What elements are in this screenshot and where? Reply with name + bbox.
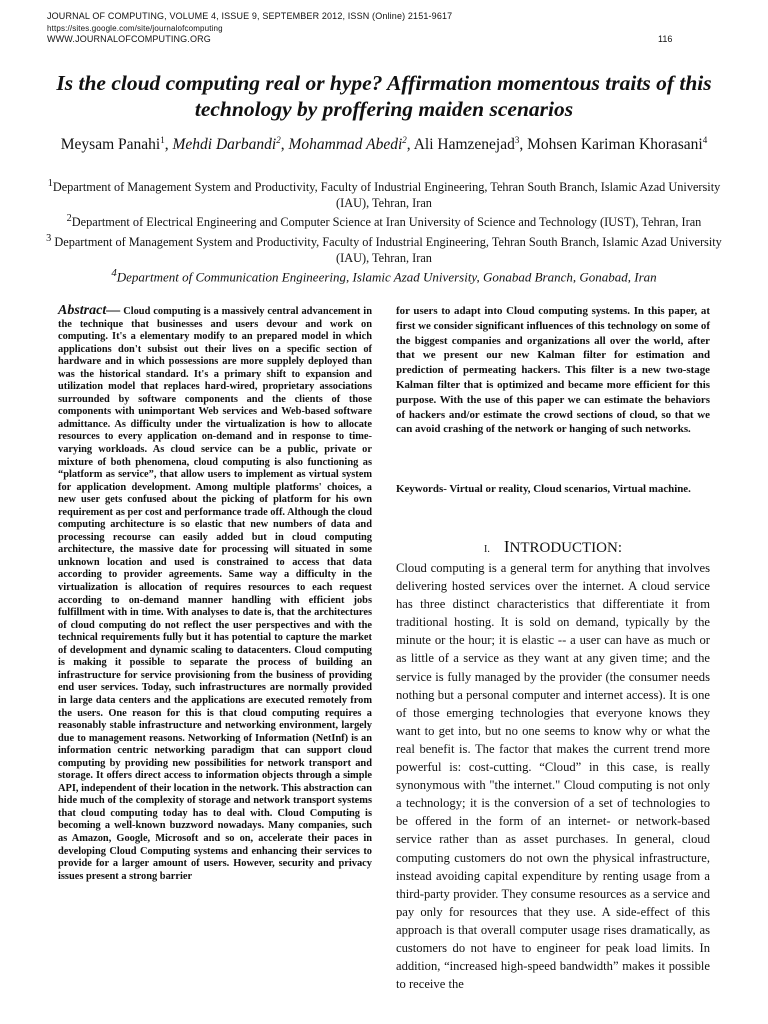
author-sup: 3: [514, 135, 520, 145]
keywords: Keywords- Virtual or reality, Cloud scenarios, Virtual machine.: [396, 483, 691, 495]
affiliations: [40, 176, 728, 285]
author-sup: 1: [160, 135, 165, 145]
affiliation-sup: 2: [66, 213, 72, 225]
author-name: Ali Hamzenejad: [413, 136, 515, 154]
author-sup: 4: [702, 135, 708, 145]
journal-header: [47, 11, 452, 46]
introduction-text: Cloud computing is a general term for anything that involves delivering hosted services over the internet. A cloud service has three distinct characteristics that differentiate it from traditional hosting. It is sold on demand, typically by the minute or the hour; it is elastic -- a user can have as much or as little of a service as they want at any given time; and the service is fully managed by the provider (the consumer needs nothing but a personal computer and internet access). It is one of those emerging technologies that everyone knows they want to get into, but no one seems to know why or what the real benefit is. The factor that makes the current trend more powerful is: cost-cutting. “Cloud” in this case, is really synonymous with "the internet." Cloud computing is not only a technology; it is the conversion of a set of technologies to be offered in the form of an internet- or network-based service rather than as asset purchases. In general, cloud computing customers do not own the physical infrastructure, instead avoiding capital expenditure by renting usage from a third-party provider. They consume resources as a service and pay only for resources that they use. A side-effect of this approach is that overall computer usage rises dramatically, as customers do not have to engineer for peak load limits. In addition, “increased high-speed bandwidth” makes it possible to receive the: [396, 561, 710, 992]
section-number: I.: [483, 544, 490, 555]
journal-www-url[interactable]: WWW.JOURNALOFCOMPUTING.ORG: [47, 34, 211, 44]
affiliation-sup: 4: [111, 267, 117, 280]
section-heading: [396, 537, 710, 557]
affiliation-text: Department of Communication Engineering, Islamic Azad University, Gonabad Branch, Gonabad, Iran: [116, 269, 657, 285]
affiliation-text: Department of Management System and Productivity, Faculty of Industrial Engineering, Tehran South Branch, Islamic Azad University (IAU), Tehran, Iran: [52, 180, 721, 210]
affiliation-text: Department of Electrical Engineering and Computer Science at Iran University of Science and Technology (IUST), Tehran, Iran: [71, 215, 702, 230]
affiliation-sup: 3: [46, 232, 52, 244]
abstract-label: Abstract—: [58, 303, 121, 318]
affiliation: [40, 211, 728, 231]
author-name: Mohammad Abedi: [288, 136, 403, 154]
affiliation: [40, 231, 728, 266]
journal-site-url[interactable]: https://sites.google.com/site/journalofcomputing: [47, 23, 223, 33]
affiliation: [40, 176, 728, 211]
author-name: Mohsen Kariman Khorasani: [527, 136, 703, 154]
author-name: Meysam Panahi: [60, 136, 161, 154]
author-sup: 2: [402, 135, 407, 145]
page-number: 116: [658, 34, 673, 44]
author-list: Meysam Panahi$^1$, Mehdi Darbandi$^2$, Mohammad Abedi$^2$, Ali Hamzenejad$^3$, Mohsen Kariman Khorasani$^4$: [60, 135, 708, 154]
abstract-left-column: [58, 305, 372, 883]
affiliation: [40, 266, 728, 285]
author-name: Mehdi Darbandi: [172, 136, 277, 154]
author-sup: 2: [276, 135, 281, 145]
affiliation-sup: 1: [47, 178, 53, 189]
journal-line: JOURNAL OF COMPUTING, VOLUME 4, ISSUE 9, SEPTEMBER 2012, ISSN (Online) 2151-9617: [47, 11, 453, 21]
abstract-right-column: for users to adapt into Cloud computing systems. In this paper, at first we consider significant influences of this technology on some of the biggest companies and organizations all over the world, after that we present our new Kalman filter for estimation and prediction of permeating hackers. This filter is a new two-stage Kalman filter that is optimized and became more efficient for this purpose. With the use of this paper we can estimate the behaviors of hackers and/or estimate the crowd sections of cloud, so that we can avoid crashing of the network or hanging of such networks.: [396, 305, 710, 436]
paper-title: Is the cloud computing real or hype? Affirmation momentous traits of this technology by proffering maiden scenarios: [56, 71, 712, 121]
section-title-rest: NTRODUCTION:: [509, 540, 622, 556]
abstract-text: Cloud computing is a massively central advancement in the technique that businesses and users devour and work on computing. It's a elementary modify to an prepared model in which applications don't subsist out their lives on a specific section of hardware and in which possessions are more supplely deployed than was the historical standard. It's a primary shift to expansion and utilization model that replaces hard-wired, proprietary associations surrounded by software components and the clients of those components with unimportant Web services and Web-based software admittance. As difficulty under the virtualization is how to allocate resources to every application on-demand and in response to time-varying workloads. As cloud service can be a public, private or mixture of both phenomena, cloud computing is also functioning as “platform as service”, that allow users to implement as virtual system for application development. Among multiple platforms' choices, a new user gets confused about the picking of platform for his own requirement as per cost and performance trade off. Although the cloud computing architecture is so elastic that new numbers of data and processing recourse can easily added but in cloud computing architecture, the massive date for processing will situated in some unknown location and used is constrained to access that data according to provider agreements. Same way a difficulty in the virtualization is allocation of requires resources to each request according to on-demand manner handling with efficient jobs fulfillment with in time. With analyses to date is, that the architectures of cloud computing do not reflect the user perspectives and with the technical requirements fully but it has potential to capture the market of development and dynamic scaling to datacenters. Cloud computing is making it possible to separate the process of building an infrastructure for service provisioning from the business of providing end user services. Today, such infrastructures are normally provided in large data centers and the applications are executed remotely from the users. One reason for this is that cloud computing requires a reasonably stable infrastructure and networking environment, largely due to management reasons. Networking of Information (NetInf) is an information centric networking paradigm that can support cloud computing by providing new possibilities for network transport and storage. It offers direct access to information objects through a simple API, independent of their location in the network. This abstraction can hide much of the complexity of storage and network transport systems that cloud computing today has to deal with. Cloud Computing is becoming a well-known buzzword nowadays. Many companies, such as Amazon, Google, Microsoft and so on, accelerate their paces in developing Cloud Computing systems and enhancing their services to provide for a larger amount of users. However, security and privacy issues present a strong barrier: [58, 306, 372, 882]
affiliation-text: Department of Management System and Productivity, Faculty of Industrial Engineering, Tehran South Branch, Islamic Azad University (IAU), Tehran, Iran: [54, 235, 722, 265]
section-title-initial: I: [503, 537, 510, 556]
